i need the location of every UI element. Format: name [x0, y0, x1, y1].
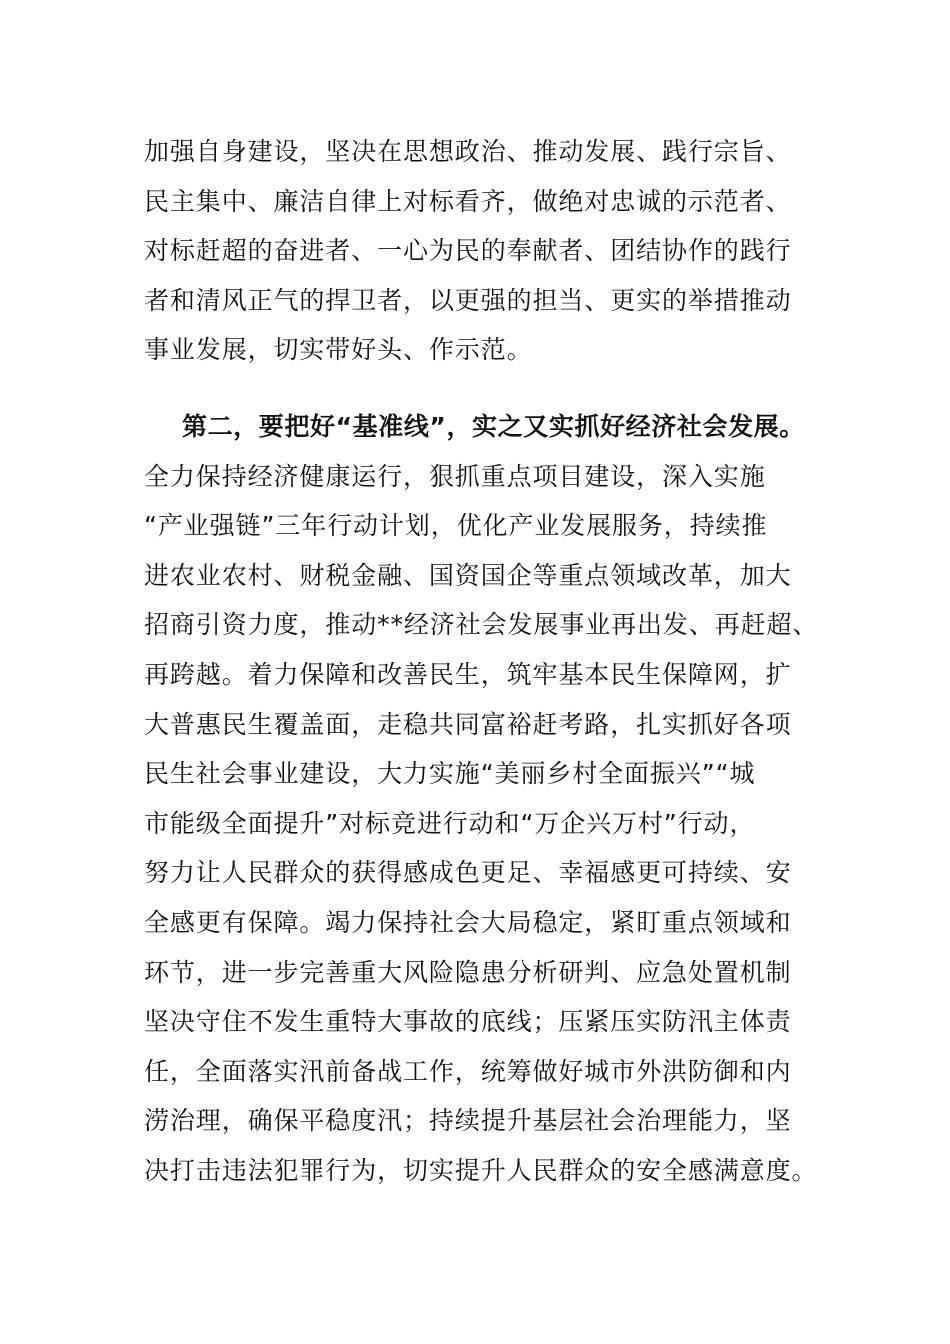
- paragraph-line: 再跨越。着力保障和改善民生，筑牢基本民生保障网，扩: [144, 659, 792, 689]
- paragraph-line: 大普惠民生覆盖面，走稳共同富裕赶考路，扎实抓好各项: [144, 709, 792, 739]
- paragraph-line: 涝治理，确保平稳度汛；持续提升基层社会治理能力，坚: [144, 1106, 792, 1136]
- paragraph-line: 全感更有保障。竭力保持社会大局稳定，紧盯重点领域和: [144, 907, 792, 937]
- paragraph-2: [144, 402, 824, 1196]
- paragraph-line: 进农业农村、财税金融、国资国企等重点领域改革，加大: [144, 560, 792, 590]
- paragraph-line: 努力让人民群众的获得感成色更足、幸福感更可持续、安: [144, 858, 792, 888]
- paragraph-1: [144, 127, 824, 375]
- paragraph-line: 民主集中、廉洁自律上对标看齐，做绝对忠诚的示范者、: [144, 186, 792, 216]
- paragraph-line: 市能级全面提升”对标竞进行动和“万企兴万村”行动，: [144, 808, 756, 838]
- section-heading: 第二，要把好“基准线”，实之又实抓好经济社会发展。: [182, 411, 805, 441]
- paragraph-line: 对标赶超的奋进者、一心为民的奉献者、团结协作的践行: [144, 236, 792, 266]
- paragraph-line: 招商引资力度，推动**经济社会发展事业再出发、再赶超、: [144, 610, 819, 640]
- paragraph-line: 决打击违法犯罪行为，切实提升人民群众的安全感满意度。: [144, 1155, 818, 1185]
- paragraph-line: 坚决守住不发生重特大事故的底线；压紧压实防汛主体责: [144, 1007, 792, 1037]
- paragraph-line: 全力保持经济健康运行，狠抓重点项目建设，深入实施: [144, 461, 766, 491]
- paragraph-line: “产业强链”三年行动计划，优化产业发展服务，持续推: [144, 511, 768, 541]
- document-body: [144, 127, 824, 1195]
- paragraph-line: 事业发展，切实带好头、作示范。: [144, 335, 533, 365]
- paragraph-spacing: [144, 375, 824, 402]
- paragraph-line: 任，全面落实汛前备战工作，统筹做好城市外洪防御和内: [144, 1056, 792, 1086]
- paragraph-line: 加强自身建设，坚决在思想政治、推动发展、践行宗旨、: [144, 137, 792, 166]
- paragraph-line: 民生社会事业建设，大力实施“美丽乡村全面振兴”“城: [144, 759, 756, 789]
- paragraph-line: 环节，进一步完善重大风险隐患分析研判、应急处置机制: [144, 957, 792, 987]
- paragraph-line: 者和清风正气的捍卫者，以更强的担当、更实的举措推动: [144, 285, 792, 315]
